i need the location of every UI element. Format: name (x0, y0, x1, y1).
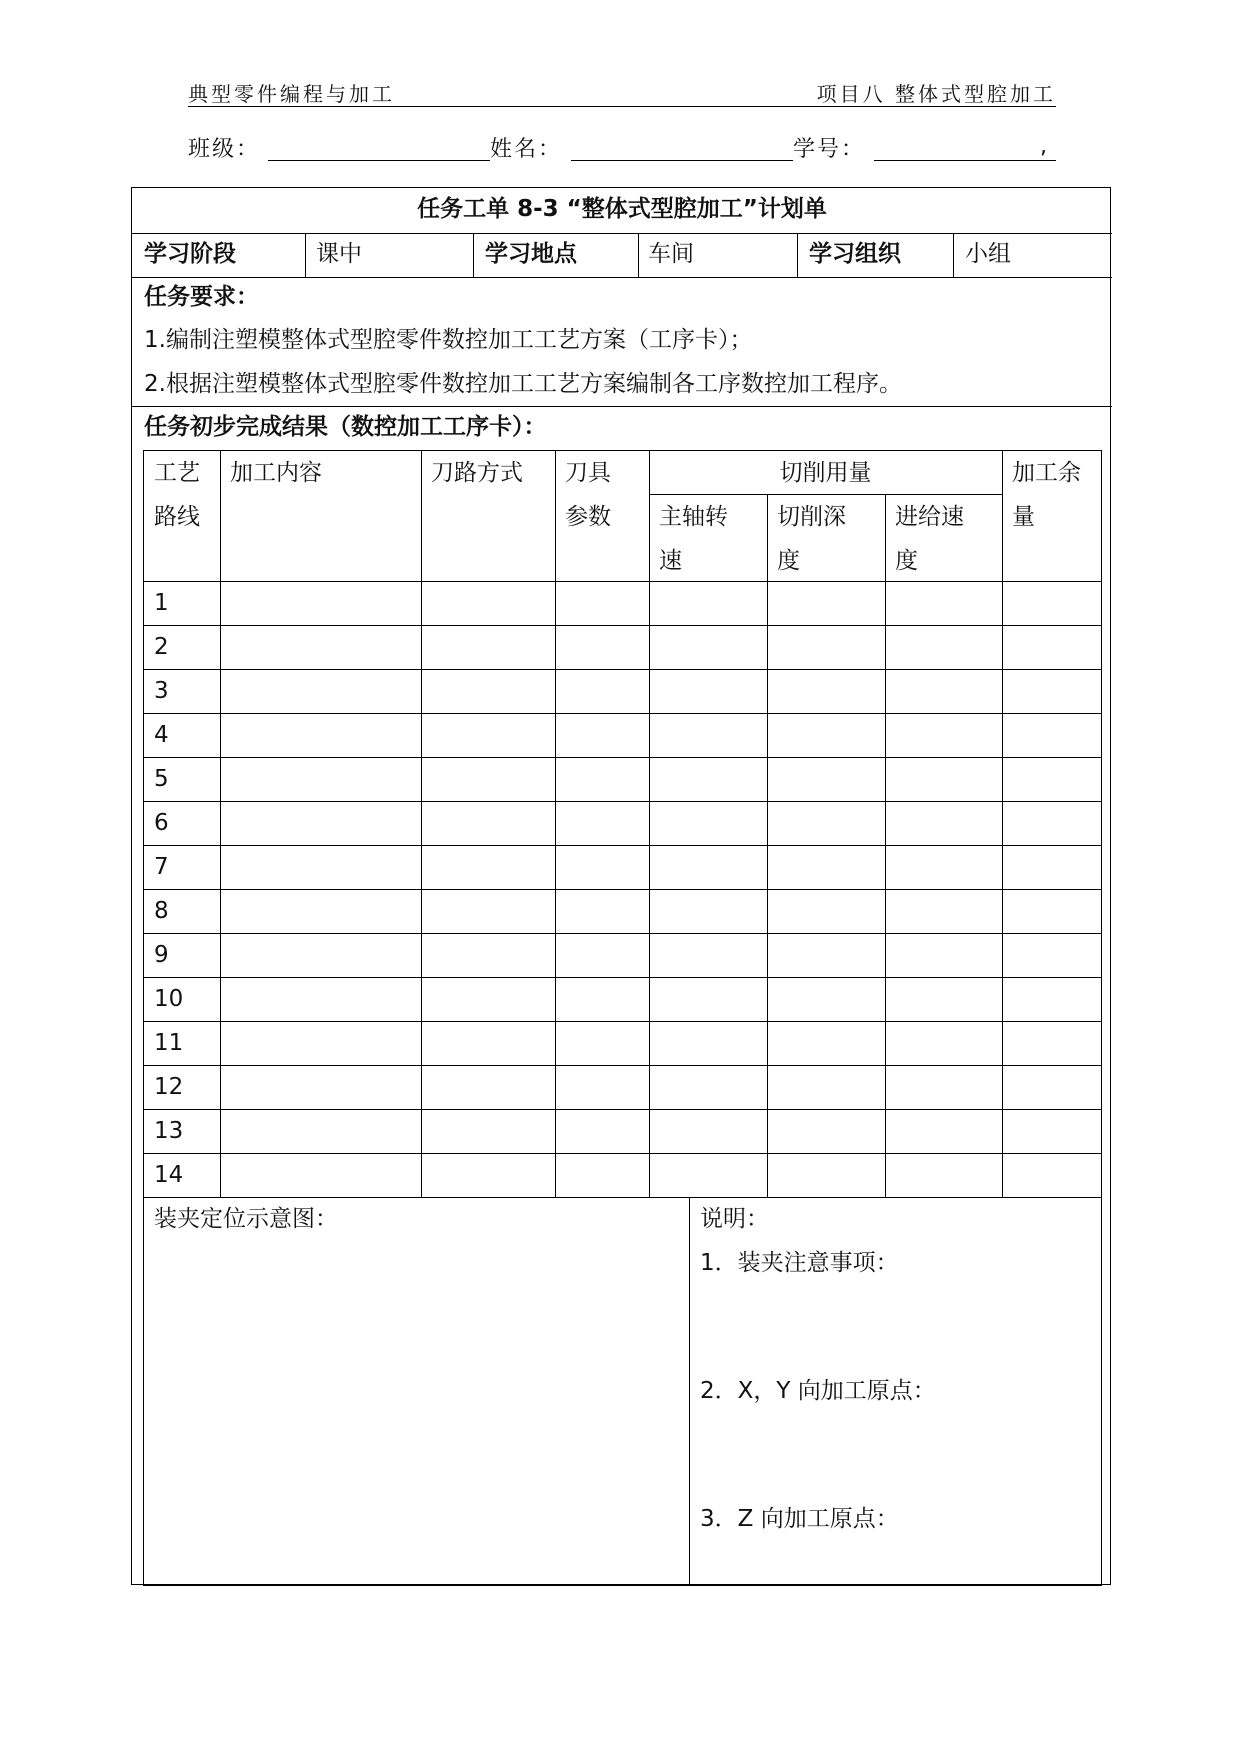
col-tool-header: 参数 (565, 504, 611, 530)
row-number: 14 (154, 1162, 184, 1188)
row-number: 8 (154, 898, 169, 924)
name-field[interactable] (571, 160, 793, 161)
rule (143, 581, 1101, 582)
org-label: 学习组织 (809, 241, 901, 267)
rule (305, 233, 306, 277)
row-number: 4 (154, 722, 169, 748)
row-number: 10 (154, 986, 184, 1012)
requirement-item: 2.根据注塑模整体式型腔零件数控加工工艺方案编制各工序数控加工程序。 (144, 371, 902, 397)
row-number: 9 (154, 942, 169, 968)
col-content-header: 加工内容 (230, 460, 322, 486)
rule (473, 233, 474, 277)
stage-label: 学习阶段 (144, 241, 236, 267)
row-number: 7 (154, 854, 169, 880)
class-label: 班级： (188, 137, 261, 162)
row-number: 6 (154, 810, 169, 836)
row-rule (143, 889, 1101, 890)
col-cutting-header: 切削用量 (779, 460, 872, 486)
class-field[interactable] (268, 160, 490, 161)
rule (953, 233, 954, 277)
trailing-mark: , (1040, 134, 1047, 159)
row-rule (143, 757, 1101, 758)
col-allowance-header: 量 (1012, 504, 1035, 530)
page-header (188, 78, 1056, 108)
row-number: 11 (154, 1030, 184, 1056)
row-number: 2 (154, 634, 169, 660)
student-info-row (188, 132, 1056, 166)
col-tool-header: 刀具 (565, 460, 611, 486)
col-allowance-header: 加工余 (1012, 460, 1081, 486)
row-rule (143, 933, 1101, 934)
header-rule (188, 106, 1056, 107)
rule (143, 450, 1101, 451)
rule (143, 1585, 1101, 1586)
row-rule (143, 669, 1101, 670)
rule (132, 233, 1112, 234)
rule (1002, 450, 1003, 1197)
result-heading: 任务初步完成结果（数控加工工序卡）： (144, 414, 547, 440)
col-toolpath-header: 刀路方式 (431, 460, 523, 486)
student-id-field[interactable] (874, 160, 1056, 161)
row-rule (143, 801, 1101, 802)
fixture-note: 1．装夹注意事项： (700, 1250, 899, 1276)
row-rule (143, 845, 1101, 846)
row-rule (143, 1153, 1101, 1154)
rule (220, 450, 221, 1197)
row-rule (143, 977, 1101, 978)
student-id-label: 学号： (793, 137, 866, 162)
row-number: 3 (154, 678, 169, 704)
rule (421, 450, 422, 1197)
book-title: 典型零件编程与加工 (188, 82, 395, 106)
notes-label: 说明： (700, 1206, 769, 1232)
sheet-title: 任务工单 8-3 “整体式型腔加工”计划单 (417, 196, 827, 222)
rule (689, 1197, 690, 1586)
row-number: 1 (154, 590, 169, 616)
row-number: 5 (154, 766, 169, 792)
row-number: 13 (154, 1118, 184, 1144)
requirement-item: 1.编制注塑模整体式型腔零件数控加工工艺方案（工序卡）； (144, 327, 753, 353)
stage-value: 课中 (316, 241, 362, 267)
row-rule (143, 1065, 1101, 1066)
rule (649, 494, 1002, 495)
task-sheet (131, 187, 1111, 1585)
row-rule (143, 713, 1101, 714)
chapter-title: 项目八 整体式型腔加工 (816, 82, 1056, 106)
col-route-header: 工艺 (154, 460, 200, 486)
rule (797, 233, 798, 277)
x-y-origin-note: 2．X，Y 向加工原点： (700, 1378, 936, 1404)
org-value: 小组 (965, 241, 1011, 267)
col-feed-header: 度 (895, 548, 918, 574)
row-rule (143, 1109, 1101, 1110)
fixture-diagram-area[interactable] (144, 1238, 688, 1583)
col-route-header: 路线 (154, 504, 200, 530)
rule (132, 277, 1112, 278)
place-value: 车间 (648, 241, 694, 267)
rule (555, 450, 556, 1197)
z-origin-note: 3．Z 向加工原点： (700, 1506, 899, 1532)
col-depth-header: 度 (777, 548, 800, 574)
name-label: 姓名： (490, 137, 563, 162)
row-rule (143, 1197, 1101, 1198)
rule (649, 450, 650, 1197)
col-spindle-header: 主轴转 (659, 504, 728, 530)
row-number: 12 (154, 1074, 184, 1100)
fixture-diagram-label: 装夹定位示意图： (154, 1206, 338, 1232)
rule (1101, 450, 1102, 1586)
place-label: 学习地点 (485, 241, 577, 267)
rule (638, 233, 639, 277)
requirements-heading: 任务要求： (144, 284, 259, 310)
row-rule (143, 1021, 1101, 1022)
rule (132, 406, 1112, 407)
col-depth-header: 切削深 (777, 504, 846, 530)
row-rule (143, 625, 1101, 626)
col-spindle-header: 速 (659, 548, 682, 574)
col-feed-header: 进给速 (895, 504, 964, 530)
